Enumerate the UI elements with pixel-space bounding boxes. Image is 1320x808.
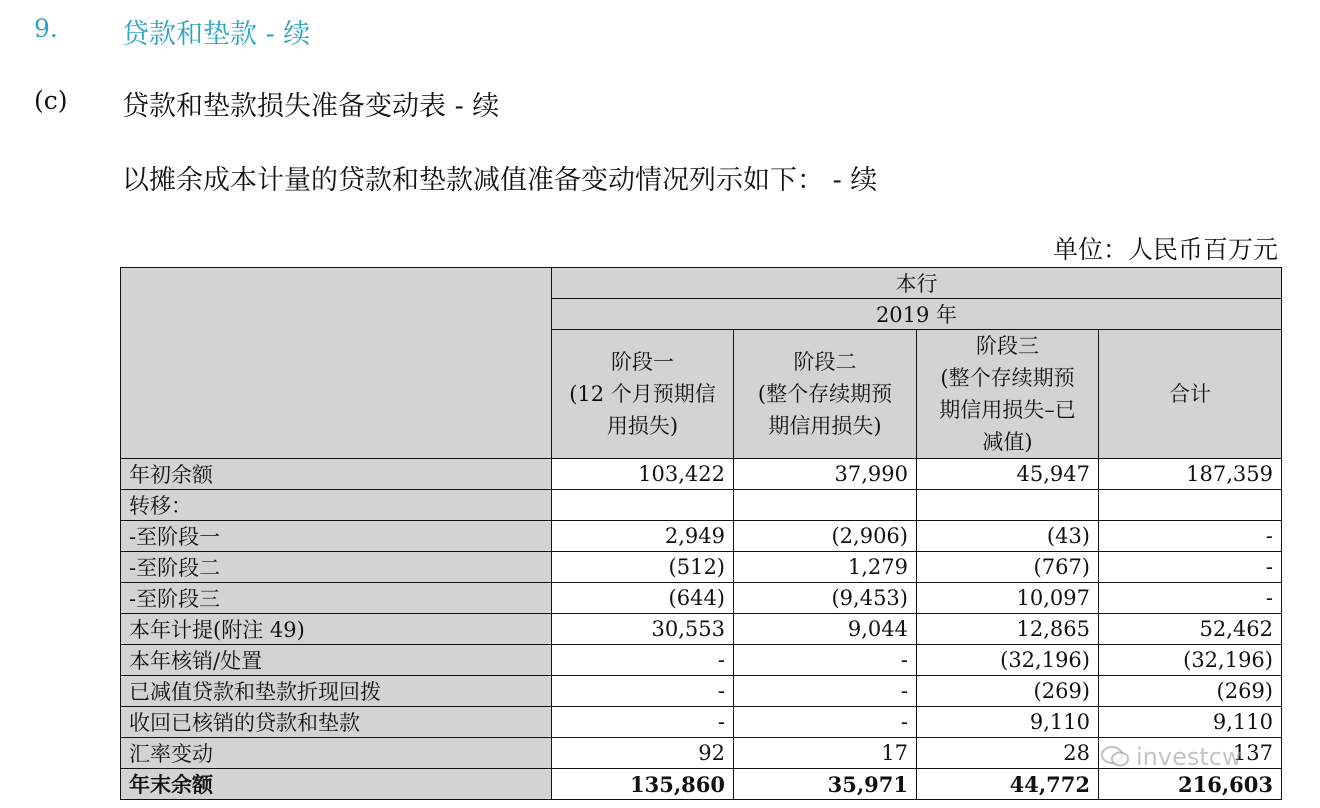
table-cell: 28 — [917, 738, 1099, 769]
table-cell: - — [1099, 521, 1282, 552]
table-cell: - — [552, 707, 734, 738]
watermark — [1100, 738, 1300, 776]
table-cell: - — [552, 676, 734, 707]
table-cell: (43) — [917, 521, 1099, 552]
row-label: 年末余额 — [121, 769, 552, 800]
section-number: 9. — [34, 14, 58, 43]
table-cell: 135,860 — [552, 769, 734, 800]
table-cell: 103,422 — [552, 459, 734, 490]
column-header-line: (整个存续期预 — [757, 382, 893, 406]
column-header-line: 用损失) — [606, 414, 679, 438]
table-cell: 30,553 — [552, 614, 734, 645]
column-header-3 — [917, 330, 1099, 459]
table-cell — [1099, 490, 1282, 521]
watermark-text: investcw — [1136, 743, 1242, 771]
row-label: -至阶段一 — [121, 521, 552, 552]
column-header-2 — [734, 330, 917, 459]
table-cell: - — [1099, 552, 1282, 583]
table-row — [121, 521, 1282, 552]
table-cell: - — [552, 645, 734, 676]
table-cell: 1,279 — [734, 552, 917, 583]
table-cell: 10,097 — [917, 583, 1099, 614]
section-title: 贷款和垫款 - 续 — [122, 19, 311, 50]
table-row — [121, 459, 1282, 490]
column-header-1 — [552, 330, 734, 459]
table-row — [121, 583, 1282, 614]
table-cell: 44,772 — [917, 769, 1099, 800]
table-cell: 45,947 — [917, 459, 1099, 490]
column-header-line: (12 个月预期信 — [569, 382, 716, 406]
table-cell: - — [1099, 583, 1282, 614]
column-header-line: 阶段三 — [976, 334, 1039, 358]
table-cell: (269) — [1099, 676, 1282, 707]
table-cell: 12,865 — [917, 614, 1099, 645]
column-header-line: 期信用损失) — [768, 414, 882, 438]
table-cell: - — [734, 645, 917, 676]
table-row — [121, 676, 1282, 707]
table-cell: 9,110 — [917, 707, 1099, 738]
unit-label: 单位：人民币百万元 — [1052, 235, 1278, 264]
table-cell: 216,603 — [1099, 769, 1282, 800]
table-cell: - — [734, 707, 917, 738]
table-cell: (2,906) — [734, 521, 917, 552]
table-cell: 35,971 — [734, 769, 917, 800]
table-cell: (9,453) — [734, 583, 917, 614]
column-header-line: (整个存续期预 — [940, 366, 1075, 390]
row-label: 已减值贷款和垫款折现回拨 — [121, 676, 552, 707]
table-cell: (512) — [552, 552, 734, 583]
table-cell: (644) — [552, 583, 734, 614]
table-cell: 137 — [1099, 738, 1282, 769]
row-label: -至阶段三 — [121, 583, 552, 614]
table-cell: 187,359 — [1099, 459, 1282, 490]
row-label: 本年计提(附注 49) — [121, 614, 552, 645]
table-cell — [917, 490, 1099, 521]
table-cell — [552, 490, 734, 521]
column-header-line: 阶段二 — [793, 350, 857, 374]
table-row — [121, 645, 1282, 676]
column-header-line: 期信用损失–已 — [939, 398, 1076, 422]
row-label: 汇率变动 — [121, 738, 552, 769]
table-cell: (269) — [917, 676, 1099, 707]
subsection-number: (c) — [34, 86, 68, 115]
row-label: 转移： — [121, 490, 552, 521]
column-header-line: 合计 — [1169, 382, 1211, 406]
allowance-movement-table — [120, 267, 1282, 800]
table-row — [121, 490, 1282, 521]
table-cell: (32,196) — [917, 645, 1099, 676]
column-header-line: 减值) — [982, 430, 1033, 454]
table-cell: 37,990 — [734, 459, 917, 490]
column-header-4 — [1099, 330, 1282, 459]
row-label: 年初余额 — [121, 459, 552, 490]
year-header: 2019 年 — [552, 299, 1282, 330]
intro-text: 以摊余成本计量的贷款和垫款减值准备变动情况列示如下： - 续 — [122, 165, 878, 196]
table-cell: 52,462 — [1099, 614, 1282, 645]
chat-bubble-icon — [1100, 744, 1130, 770]
row-label: 收回已核销的贷款和垫款 — [121, 707, 552, 738]
entity-header: 本行 — [552, 268, 1282, 299]
table-row — [121, 614, 1282, 645]
table-cell: 92 — [552, 738, 734, 769]
table-cell: 2,949 — [552, 521, 734, 552]
table-cell: 17 — [734, 738, 917, 769]
table-cell: (32,196) — [1099, 645, 1282, 676]
row-label: -至阶段二 — [121, 552, 552, 583]
header-corner — [121, 268, 552, 459]
table-cell — [734, 490, 917, 521]
table-cell: 9,110 — [1099, 707, 1282, 738]
table-row — [121, 707, 1282, 738]
table-cell: (767) — [917, 552, 1099, 583]
column-header-line: 阶段一 — [611, 350, 674, 374]
table-row — [121, 552, 1282, 583]
table-cell: - — [734, 676, 917, 707]
row-label: 本年核销/处置 — [121, 645, 552, 676]
subsection-title: 贷款和垫款损失准备变动表 - 续 — [122, 91, 500, 122]
table-cell: 9,044 — [734, 614, 917, 645]
